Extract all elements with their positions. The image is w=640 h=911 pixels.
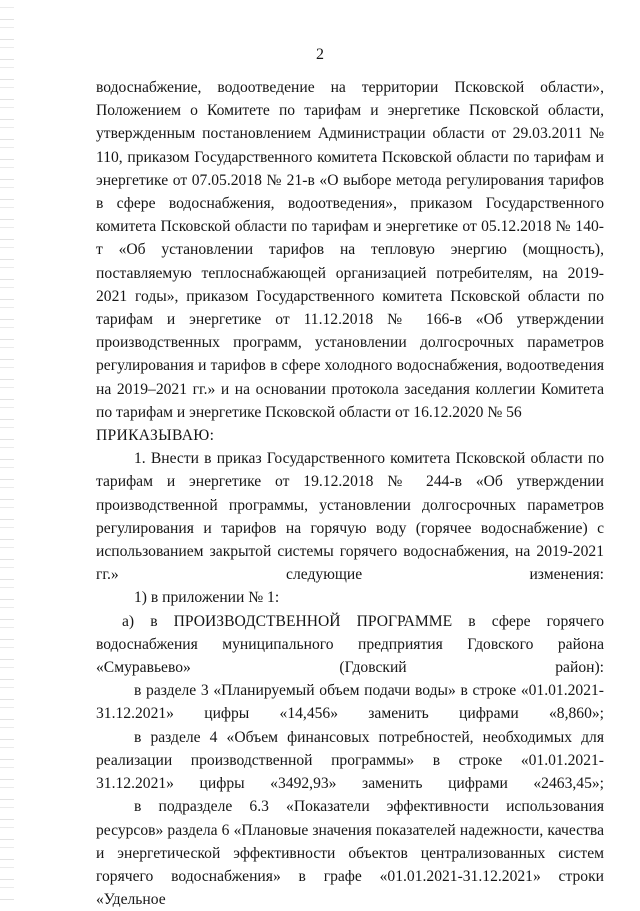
page-number: 2: [316, 46, 324, 63]
order-heading: ПРИКАЗЫВАЮ:: [96, 427, 215, 445]
item-1-paragraph: 1. Внести в приказ Государственного комитета Псковской области по тарифам и энергетике от 19.12.2018 № 244-в «Об утверждении производственной программы, установлении долгосрочных параметров регулирования и тарифов на горячую воду (горячее водоснабжение) с использованием закрытой системы горячего водоснабжения, на 2019-2021 гг.» следующие изменения:: [96, 450, 604, 584]
production-program-paragraph: а) в ПРОИЗВОДСТВЕННОЙ ПРОГРАММЕ в сфере горячего водоснабжения муниципального предприятия Гдовского района «Смуравьево» (Гдовский район):: [96, 612, 604, 677]
legal-basis-paragraph: водоснабжение, водоотведение на территории Псковской области», Положением о Комитете по тарифам и энергетике Псковской области, утвержденным постановлением Администрации области от 29.03.2011 № 110, приказом Государственного комитета Псковской области по тарифам и энергетике от 07.05.2018 № 21-в «О выборе метода регулирования тарифов в сфере водоснабжения, водоотведения», приказом Государственного комитета Псковской области по тарифам и энергетике от 05.12.2018 № 140-т «Об установлении тарифов на тепловую энергию (мощность), поставляемую теплоснабжающей организацией потребителям, на 2019-2021 годы», приказом Государственного комитета Псковской области по тарифам и энергетике от 11.12.2018 № 166-в «Об утверждении производственных программ, установлении долгосрочных параметров регулирования и тарифов в сфере холодного водоснабжения, водоотведения на 2019–2021 гг.» и на основании протокола заседания коллегии Комитета по тарифам и энергетике Псковской области от 16.12.2020 № 56: [96, 79, 604, 421]
scan-edge-noise: [0, 0, 14, 905]
document-body: [96, 76, 604, 911]
subsection-6-3-paragraph: в подразделе 6.3 «Показатели эффективности использования ресурсов» раздела 6 «Плановые значения показателей надежности, качества и энергетической эффективности объектов централизованных систем горячего водоснабжения» в графе «01.01.2021-31.12.2021» строки «Удельное: [96, 798, 604, 909]
appendix-1-paragraph: 1) в приложении № 1:: [134, 589, 280, 607]
section-4-paragraph: в разделе 4 «Объем финансовых потребностей, необходимых для реализации производственной программы» в строке «01.01.2021-31.12.2021» цифры «3492,93» заменить цифрами «2463,45»;: [96, 728, 604, 793]
section-3-paragraph: в разделе 3 «Планируемый объем подачи воды» в строке «01.01.2021-31.12.2021» цифры «14,456» заменить цифрами «8,860»;: [96, 682, 604, 723]
